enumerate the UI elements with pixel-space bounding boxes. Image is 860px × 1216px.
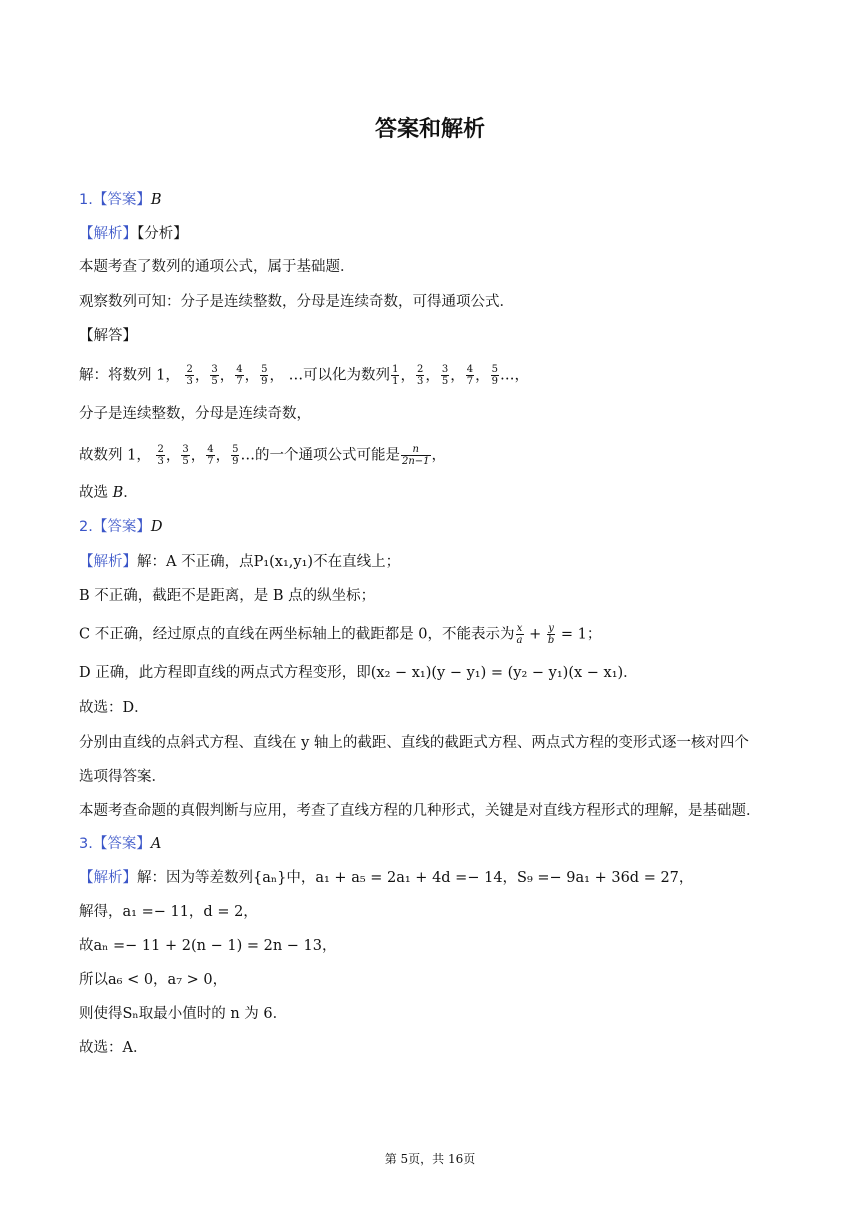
q1-l3-prefix: 故数列 1，: [79, 447, 151, 464]
q2-line-a-text: 解：A 不正确，点P₁(x₁,y₁)不在直线上；: [137, 554, 401, 570]
frac-den: 5: [441, 376, 449, 387]
q1-intro: 本题考查了数列的通项公式，属于基础题．: [79, 259, 355, 275]
q2-line-c-pre: C 不正确，经过原点的直线在两坐标轴上的截距都是 0，不能表示为: [79, 626, 515, 643]
q2-answer-letter: D: [150, 519, 163, 535]
q1-answer-line: [79, 190, 162, 210]
page-title: 答案和解析: [374, 117, 485, 142]
q3-number: 3.: [79, 836, 93, 852]
q1-general-term: [401, 444, 431, 467]
q2-line-d: D 正确，此方程即直线的两点式方程变形，即(x₂ − x₁)(y − y₁) = (y₂ − y₁)(x − x₁)．: [79, 665, 638, 681]
fraction: [156, 444, 164, 467]
q1-term-den: 2n−1: [401, 456, 430, 467]
q1-answer-tag: 【答案】: [92, 192, 151, 208]
q2-analysis-tag: 【解析】: [79, 554, 137, 570]
frac-num: 5: [491, 364, 498, 375]
q2-frac-xa: [516, 623, 524, 646]
fraction: [181, 444, 189, 467]
q1-choose: [79, 483, 138, 503]
frac-den: 7: [236, 376, 243, 387]
frac-num: 4: [207, 444, 214, 455]
frac-den: 9: [491, 376, 498, 387]
q3-line-3: 故aₙ =− 11 + 2(n − 1) = 2n − 13，: [79, 938, 337, 954]
fraction: [206, 444, 214, 467]
q1-solution-line-1: [79, 364, 529, 387]
frac-den: 7: [207, 456, 214, 467]
q2-line-b: B 不正确，截距不是距离，是 B 点的纵坐标；: [79, 588, 376, 604]
frac-num: 2: [186, 364, 193, 375]
q2-number: 2.: [79, 519, 93, 535]
frac-num: 3: [441, 364, 449, 375]
fraction: [235, 364, 243, 387]
q1-l1-mid: …可以化为数列: [288, 367, 391, 384]
q3-answer-letter: A: [150, 836, 162, 852]
q1-term-num: n: [412, 444, 419, 455]
frac-den: 7: [466, 376, 474, 387]
q2-answer-line: [79, 517, 162, 537]
frac-den: b: [547, 635, 555, 646]
q1-l3-mid: …的一个通项公式可能是: [240, 447, 400, 464]
q1-l3-end: ，: [431, 447, 446, 464]
frac-num: 4: [466, 364, 474, 375]
frac-num: 3: [211, 364, 218, 375]
frac-num: 5: [232, 444, 239, 455]
frac-den: 3: [416, 376, 424, 387]
frac-num: 2: [157, 444, 164, 455]
q1-seq-a: $\frac{2}{3}$ ， $\frac{3}{5}$ ， $\frac{4}{7}$ ， $\frac{5}{9}$ ，: [186, 364, 289, 387]
q3-line-4: 所以a₆ < 0，a₇ > 0，: [79, 972, 228, 988]
q2-line-c-post: = 1；: [560, 626, 602, 643]
frac-den: 9: [261, 376, 268, 387]
q1-seq-c: $\frac{2}{3}$ ， $\frac{3}{5}$ ， $\frac{4}{7}$ ， $\frac{5}{9}$: [157, 444, 239, 467]
q1-analysis-tag: 【解析】: [79, 226, 137, 242]
q2-note-3: 本题考查命题的真假判断与应用，考查了直线方程的几种形式，关键是对直线方程形式的理解，是基础题．: [79, 803, 761, 819]
q1-choose-letter: B: [112, 485, 124, 501]
q3-line-5: 则使得Sₙ取最小值时的 n 为 6．: [79, 1006, 288, 1022]
q2-note-1: 分别由直线的点斜式方程、直线在 y 轴上的截距、直线的截距式方程、两点式方程的变形式逐一核对四个: [79, 735, 749, 751]
frac-num: 5: [261, 364, 268, 375]
q1-number: 1.: [79, 192, 93, 208]
q3-answer-line: [79, 834, 161, 854]
q1-l1-end: …，: [499, 367, 529, 384]
frac-num: 2: [416, 364, 424, 375]
frac-num: 4: [236, 364, 243, 375]
q2-line-c: C 不正确，经过原点的直线在两坐标轴上的截距都是 0，不能表示为 $\frac{x}{a}$ + $\frac{y}{b}$ = 1；: [79, 623, 602, 646]
q1-choose-text: 故选: [79, 485, 113, 501]
q3-line-2: 解得，a₁ =− 11，d = 2，: [79, 904, 258, 920]
q3-line-1: [79, 868, 693, 888]
frac-num: 1: [392, 364, 399, 375]
q1-solution-tag: 【解答】: [79, 328, 137, 344]
fraction: [391, 364, 399, 387]
fraction: [466, 364, 474, 387]
fraction: [441, 364, 449, 387]
q2-answer-tag: 【答案】: [92, 519, 151, 535]
page-footer: 第 5页，共 16页: [384, 1152, 476, 1166]
q1-seq-b: $\frac{1}{1}$ ， $\frac{2}{3}$ ， $\frac{3}{5}$ ， $\frac{4}{7}$ ， $\frac{5}{9}$: [392, 364, 498, 387]
fraction: [210, 364, 218, 387]
fraction: [231, 444, 239, 467]
q3-analysis-tag: 【解析】: [79, 870, 137, 886]
frac-den: 3: [186, 376, 193, 387]
q1-observe: 观察数列可知：分子是连续整数，分母是连续奇数，可得通项公式．: [79, 294, 514, 310]
q1-answer-letter: B: [150, 192, 162, 208]
q3-line-1-text: 解：因为等差数列{aₙ}中，a₁ + a₅ = 2a₁ + 4d =− 14，S₉ =− 9a₁ + 36d = 27，: [137, 870, 694, 886]
fraction: [491, 364, 499, 387]
q1-choose-end: ．: [123, 485, 138, 501]
q1-numerator-note: 分子是连续整数，分母是连续奇数，: [79, 406, 311, 422]
frac-den: 3: [157, 456, 164, 467]
q1-fenxi-tag: 【分析】: [137, 226, 188, 242]
q2-line-a: [79, 552, 400, 572]
frac-num: x: [516, 623, 523, 634]
fraction: [416, 364, 424, 387]
fraction: [260, 364, 268, 387]
q3-choose: 故选：A．: [79, 1040, 148, 1056]
frac-den: a: [516, 635, 523, 646]
q2-choose: 故选：D．: [79, 700, 149, 716]
q1-analysis-header: [79, 224, 188, 244]
frac-num: y: [548, 623, 554, 634]
q3-answer-tag: 【答案】: [92, 836, 151, 852]
q2-note-2: 选项得答案．: [79, 769, 166, 785]
frac-den: 5: [182, 456, 189, 467]
q1-l1-prefix: 解：将数列 1，: [79, 367, 180, 384]
frac-den: 9: [232, 456, 239, 467]
frac-num: 3: [182, 444, 189, 455]
frac-den: 5: [211, 376, 218, 387]
fraction: [185, 364, 193, 387]
frac-den: 1: [392, 376, 399, 387]
q2-frac-yb: [547, 623, 555, 646]
q1-solution-line-3: [79, 444, 446, 467]
